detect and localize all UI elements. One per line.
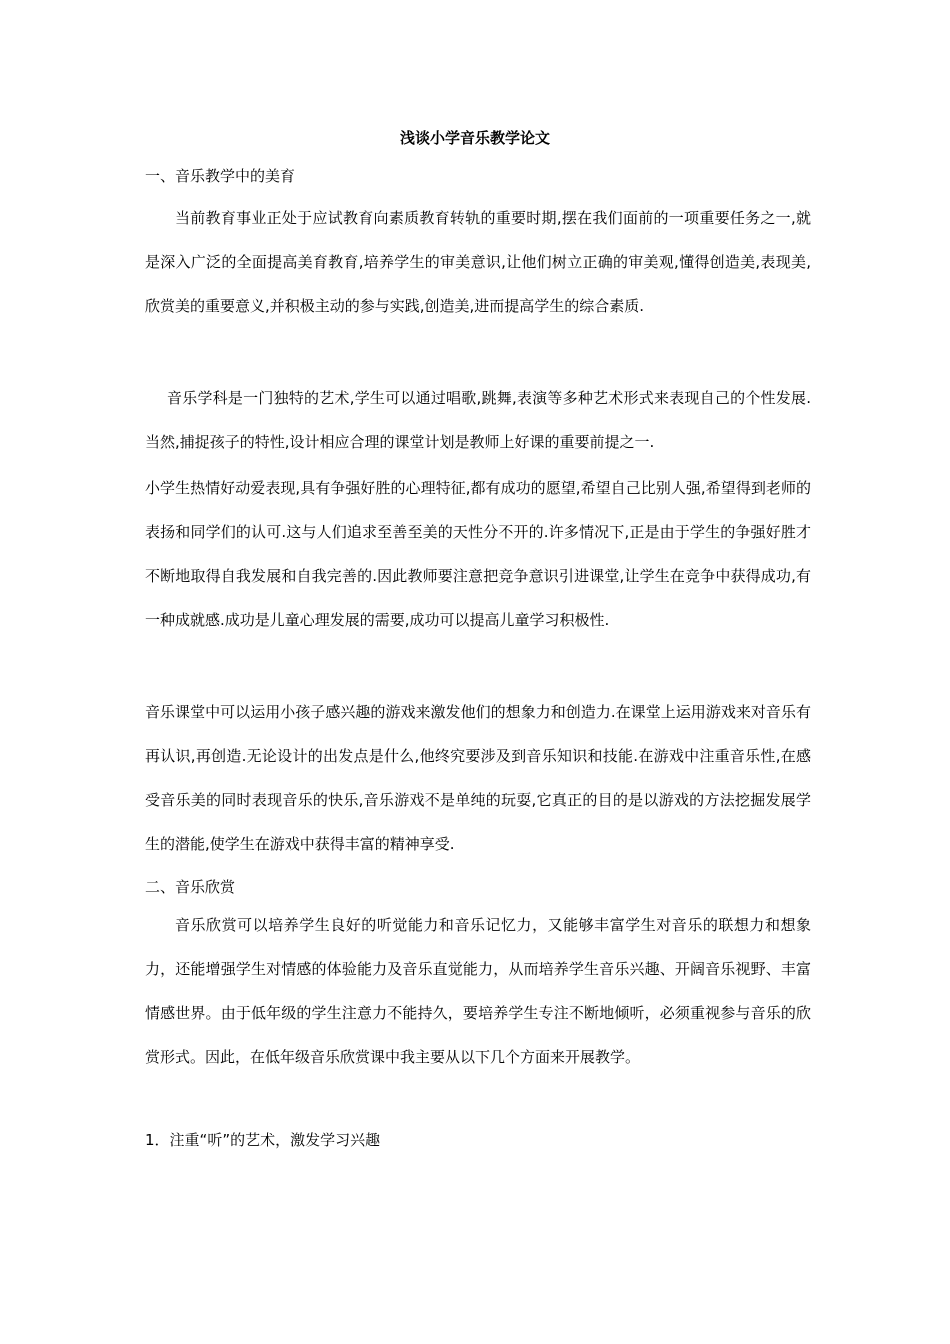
paragraph-student-competition: 小学生热情好动爱表现,具有争强好胜的心理特征,都有成功的愿望,希望自己比别人强,希望得到老师的表扬和同学们的认可.这与人们追求至善至美的天性分不开的.许多情况下,正是由于学生的争强好胜才不断地取得自我发展和自我完善的.因此教师要注意把竞争意识引进课堂,让学生在竞争中获得成功,有一种成就感.成功是儿童心理发展的需要,成功可以提高儿童学习积极性. (145, 479, 811, 629)
section-heading-music-appreciation: 二、音乐欣赏 (145, 878, 236, 896)
paragraph-music-games: 音乐课堂中可以运用小孩子感兴趣的游戏来激发他们的想象力和创造力.在课堂上运用游戏来对音乐有再认识,再创造.无论设计的出发点是什么,他终究要涉及到音乐知识和技能.在游戏中注重音乐性,在感受音乐美的同时表现音乐的快乐,音乐游戏不是单纯的玩耍,它真正的目的是以游戏的方法挖掘发展学生的潜能,使学生在游戏中获得丰富的精神享受. (145, 703, 811, 853)
paragraph-music-subject: 音乐学科是一门独特的艺术,学生可以通过唱歌,跳舞,表演等多种艺术形式来表现自己的个性发展.当然,捕捉孩子的特性,设计相应合理的课堂计划是教师上好课的重要前提之一. (145, 389, 811, 451)
paragraph-appreciation: 音乐欣赏可以培养学生良好的听觉能力和音乐记忆力，又能够丰富学生对音乐的联想力和想象力，还能增强学生对情感的体验能力及音乐直觉能力，从而培养学生音乐兴趣、开阔音乐视野、丰富情感世界。由于低年级的学生注意力不能持久，要培养学生专注不断地倾听，必须重视参与音乐的欣赏形式。因此，在低年级音乐欣赏课中我主要从以下几个方面来开展教学。 (145, 916, 811, 1066)
document-title: 浅谈小学音乐教学论文 (399, 129, 550, 147)
paragraph-aesthetic-intro: 当前教育事业正处于应试教育向素质教育转轨的重要时期,摆在我们面前的一项重要任务之一,就是深入广泛的全面提高美育教育,培养学生的审美意识,让他们树立正确的审美观,懂得创造美,表现美,欣赏美的重要意义,并积极主动的参与实践,创造美,进而提高学生的综合素质. (145, 209, 811, 315)
section-heading-aesthetic-education: 一、音乐教学中的美育 (145, 167, 296, 185)
subheading-listening-art: 1．注重“听”的艺术，激发学习兴趣 (145, 1131, 381, 1149)
